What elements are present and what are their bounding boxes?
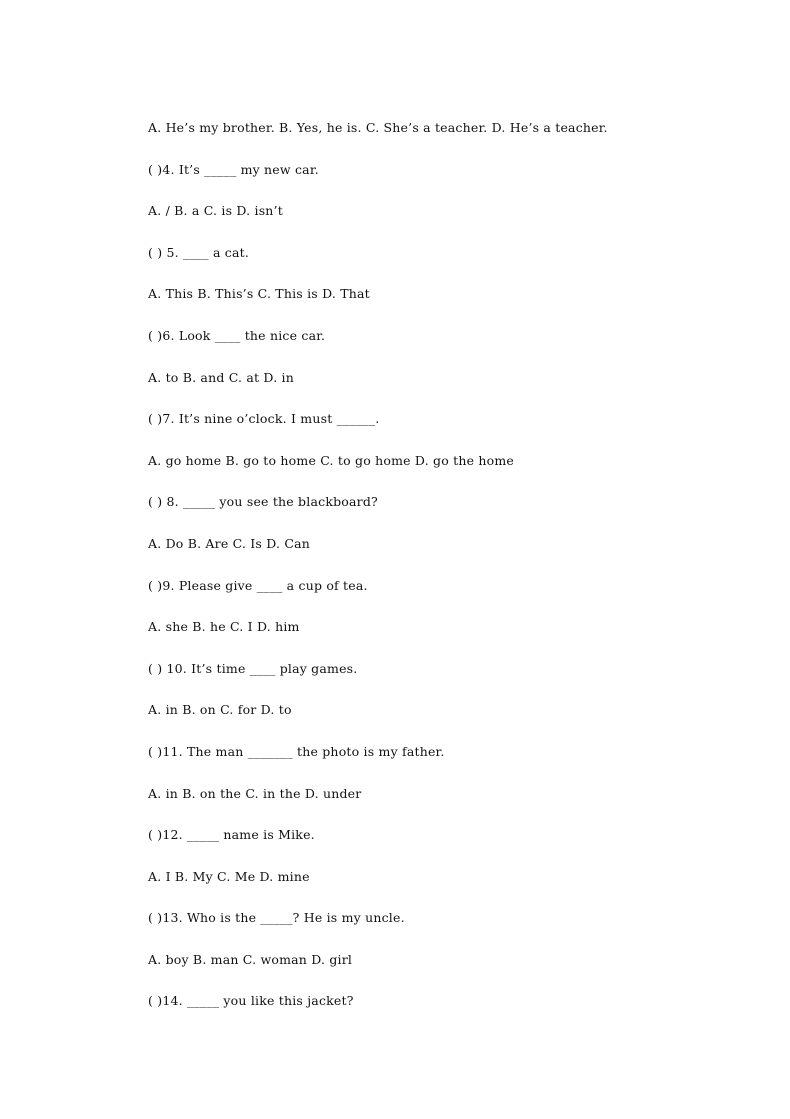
answer-options-13: A. boy B. man C. woman D. girl — [148, 951, 353, 967]
question-7: ( )7. It’s nine o’clock. I must ______. — [148, 411, 380, 427]
answer-options-6: A. to B. and C. at D. in — [148, 369, 294, 385]
question-13: ( )13. Who is the _____? He is my uncle. — [148, 910, 405, 926]
answer-options-4: A. / B. a C. is D. isn’t — [148, 203, 283, 219]
answer-options-3: A. He’s my brother. B. Yes, he is. C. She’s a teacher. D. He’s a teacher. — [148, 120, 608, 135]
question-5: ( ) 5. ____ a cat. — [148, 244, 250, 260]
answer-options-10: A. in B. on C. for D. to — [148, 702, 292, 718]
answer-options-9: A. she B. he C. I D. him — [148, 619, 300, 635]
exercise-text — [148, 118, 748, 1033]
question-4: ( )4. It’s _____ my new car. — [148, 161, 319, 177]
question-6: ( )6. Look ____ the nice car. — [148, 327, 326, 343]
answer-options-5: A. This B. This’s C. This is D. That — [148, 286, 370, 302]
question-11: ( )11. The man _______ the photo is my father. — [148, 743, 445, 759]
question-8: ( ) 8. _____ you see the blackboard? — [148, 494, 378, 510]
answer-options-11: A. in B. on the C. in the D. under — [148, 785, 362, 801]
question-10: ( ) 10. It’s time ____ play games. — [148, 660, 358, 676]
answer-options-7: A. go home B. go to home C. to go home D. go the home — [148, 452, 515, 468]
question-9: ( )9. Please give ____ a cup of tea. — [148, 577, 368, 593]
answer-options-12: A. I B. My C. Me D. mine — [148, 868, 310, 884]
answer-options-8: A. Do B. Are C. Is D. Can — [148, 535, 310, 551]
question-12: ( )12. _____ name is Mike. — [148, 827, 315, 843]
question-14: ( )14. _____ you like this jacket? — [148, 993, 354, 1009]
